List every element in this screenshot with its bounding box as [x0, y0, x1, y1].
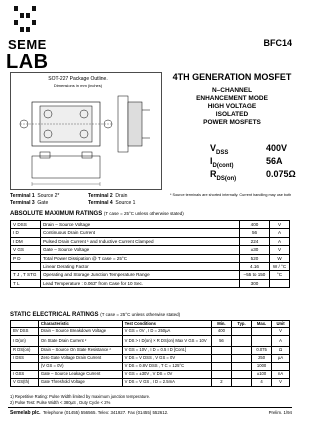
package-subtitle: Dimensions in mm (inches)	[53, 83, 103, 88]
table-row: I D(on) On State Drain Current ² V DS > I D(on) × R DS(on) Max V GS = 10V 56 A	[11, 336, 290, 347]
footnote-2: 2) Pulse Test: Pulse Width < 380µS , Duty Cycle < 2%	[10, 400, 111, 405]
table-row: V GS Gate – Source Voltage ±30 V	[11, 246, 290, 254]
table-row: T L Lead Temperature : 0.063" from Case for 10 Sec. 300	[11, 279, 290, 287]
table-row: I DM Pulsed Drain Current ¹ and Inductive Current Clamped 224 A	[11, 237, 290, 245]
package-title: SOT-227 Package Outline.	[48, 76, 108, 82]
ratings-title: ABSOLUTE MAXIMUM RATINGS (T case = 25°C unless otherwise stated)	[10, 211, 184, 217]
footer-status: Prelim. 1/94	[268, 410, 292, 415]
terminal-3: Terminal 3 Gate	[10, 200, 49, 206]
table-row: I D Continuous Drain Current 56 A	[11, 229, 290, 237]
footnote-1: 1) Repetitive Rating: Pulse Width limited by maximum junction temperature.	[10, 394, 151, 399]
footer-divider	[8, 407, 292, 408]
table-row: R DS(on) Drain – Source On State Resistance ² V GS = 10V , I D = 0.5 I D [Cont.] 0.075 Ω	[11, 347, 290, 355]
feature-line: POWER MOSFETS	[203, 119, 261, 126]
terminal-4: Terminal 4 Source 1	[88, 200, 136, 206]
spec-vdss: $V_{DSS}$ 400V	[210, 143, 288, 156]
feature-line: N–CHANNEL	[211, 87, 253, 94]
table-row: I DSS Zero Gate Voltage Drain Current V DS = V DSS , V GS = 0V 250 µA	[11, 355, 290, 363]
logo-text-lab: LAB	[6, 51, 49, 73]
terminal-1: Terminal 1 Source 2*	[10, 193, 60, 199]
device-title: 4TH GENERATION MOSFET	[172, 72, 292, 82]
package-outline-drawing	[10, 72, 162, 190]
footer	[10, 410, 292, 416]
table-row: Linear Derating Factor 4.16 W / °C	[11, 262, 290, 270]
table-header-row: Characteristic Test Conditions Min. Typ. Max. Unit	[11, 321, 290, 328]
part-number: BFC14	[263, 38, 292, 48]
table-row: BV DSS Drain – Source Breakdown Voltage V GS = 0V , I D = 250µA 400 V	[11, 328, 290, 336]
ratings-table	[10, 220, 290, 288]
spec-value: 56A	[266, 156, 283, 166]
footer-contact: Telephone (01455) 556565. Telex: 341927. Fax (01455) 552612.	[42, 410, 169, 415]
terminal-2: Terminal 2 Drain	[88, 193, 128, 199]
electrical-table	[10, 320, 290, 387]
table-row: (V GS = 0V) V DS = 0.8V DSS , T C = 125°C 1000	[11, 363, 290, 371]
table-row: V GS(th) Gate Threshold Voltage V DS = V GS , I D = 2.5mA 2 4 V	[11, 379, 290, 387]
spec-value: 0.075Ω	[266, 169, 296, 179]
table-row: P D Total Power Dissipation @ T case = 25°C 520 W	[11, 254, 290, 262]
table-row: V DSS Drain – Source Voltage 400 V	[11, 221, 290, 229]
footer-company: Semelab plc.	[10, 410, 41, 416]
logo-text-seme: SEME	[8, 37, 47, 52]
electrical-title: STATIC ELECTRICAL RATINGS (T case = 25°C unless otherwise stated)	[10, 312, 181, 318]
feature-line: ISOLATED	[215, 111, 249, 118]
table-row: I GSS Gate – Source Leakage Current V GS = ±30V , V DS = 0V ±100 nA	[11, 371, 290, 379]
spec-rdson: $R_{DS(on)}$ 0.075Ω	[210, 169, 296, 182]
logo-mark	[14, 6, 36, 32]
feature-line: ENHANCEMENT MODE	[196, 95, 268, 102]
spec-id: $I_{D(cont)}$ 56A	[210, 156, 283, 169]
feature-line: HIGH VOLTAGE	[207, 103, 257, 110]
spec-value: 400V	[266, 143, 288, 153]
table-row: T J , T STG Operating and Storage Junction Temperature Range –55 to 150 °C	[11, 271, 290, 279]
terminal-note: * Source terminals are shorted internally. Current handling may use both	[170, 193, 292, 197]
